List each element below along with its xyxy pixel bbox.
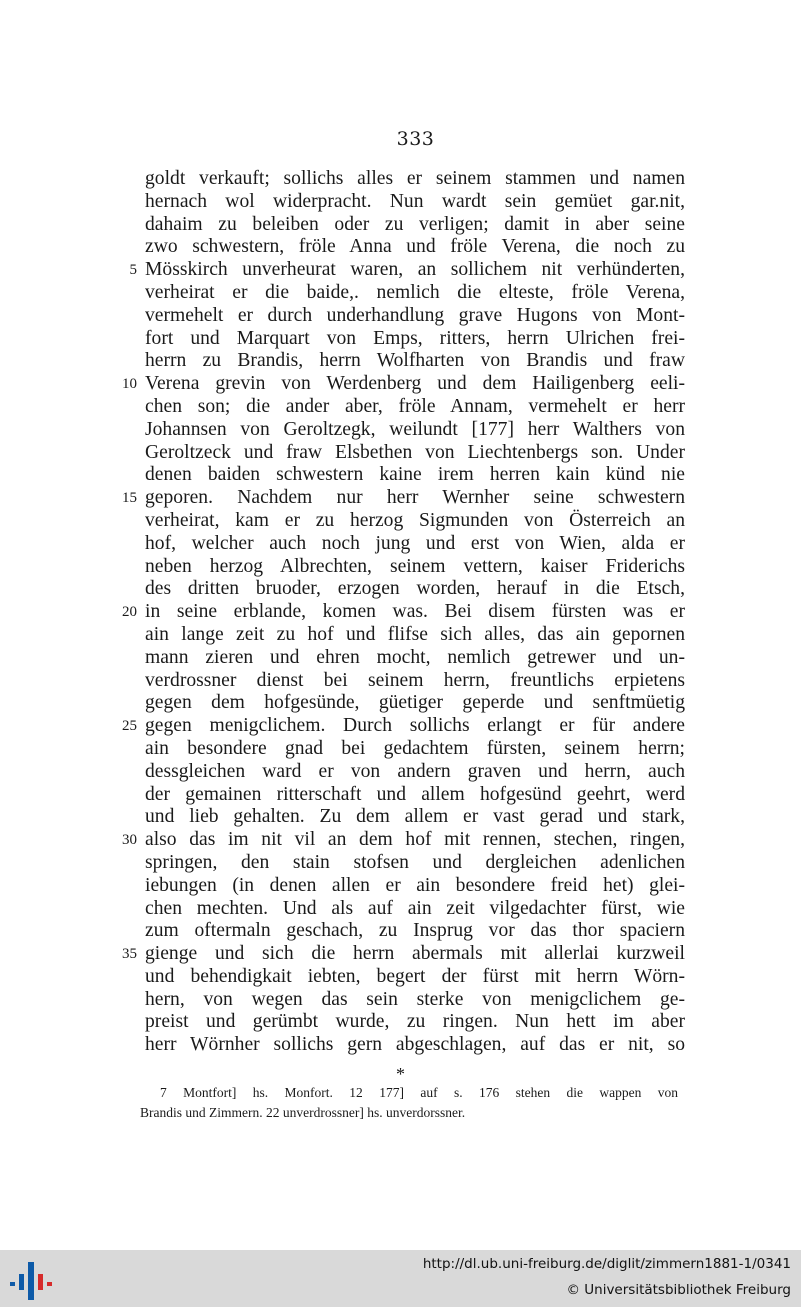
line-number: 25 [122,718,137,735]
text-line [0,236,801,259]
line-text: springen, den stain stofsen und dergleichen adenlichen [145,851,685,873]
text-line [0,784,801,807]
footnote-line: Brandis und Zimmern. 22 unverdrossner] hs. unverdorssner. [140,1105,466,1120]
line-number: 35 [122,946,137,963]
text-line [0,487,801,510]
line-text: hof, welcher auch noch jung und erst von Wien, alda er [145,532,685,554]
line-text: dahaim zu beleiben oder zu verligen; damit in aber seine [145,213,685,235]
line-text: verheirat er die baide,. nemlich die elteste, fröle Verena, [145,281,685,303]
line-text: zum oftermaln geschach, zu Insprug vor das thor spaciern [145,920,685,942]
line-text: chen mechten. Und als auf ain zeit vilgedachter fürst, wie [145,897,685,919]
text-line [0,373,801,396]
text-line [0,282,801,305]
line-text: und lieb gehalten. Zu dem allem er vast gerad und stark, [145,806,685,828]
line-number: 30 [122,832,137,849]
line-text: hernach wol widerpracht. Nun wardt sein gemüet gar.nit, [145,190,685,212]
text-line [0,510,801,533]
page-number: 333 [396,128,435,150]
footnote-line: 7 Montfort] hs. Monfort. 12 177] auf s. 176 stehen die wappen von [160,1085,678,1100]
main-text [0,168,801,1057]
line-text: Mösskirch unverheurat waren, an sollichem nit verhünderten, [145,259,685,281]
text-line [0,989,801,1012]
line-text: Johannsen von Geroltzegk, weilundt [177] herr Walthers von [145,418,685,440]
signature-mark: * [396,1064,405,1084]
text-line [0,556,801,579]
line-text: dessgleichen ward er von andern graven und herrn, auch [145,760,685,782]
text-line [0,920,801,943]
line-text: gegen dem hofgesünde, güetiger geperde und senftmüetig [145,692,685,714]
text-line [0,396,801,419]
line-text: verheirat, kam er zu herzog Sigmunden von Österreich an [145,509,685,531]
text-line [0,350,801,373]
line-text: verdrossner dienst bei seinem herrn, freuntlichs erpietens [145,669,685,691]
line-number: 10 [122,376,137,393]
line-text: mann zieren und ehren mocht, nemlich getrewer und un- [145,646,685,668]
text-line [0,852,801,875]
text-line [0,191,801,214]
line-text: vermehelt er durch underhandlung grave Hugons von Mont- [145,304,685,326]
text-line [0,1011,801,1034]
line-number: 20 [122,604,137,621]
line-text: Geroltzeck und fraw Elsbethen von Liechtenbergs son. Under [145,441,685,463]
line-text: der gemainen ritterschaft und allem hofgesünd geehrt, werd [145,783,685,805]
text-line [0,647,801,670]
line-text: preist und gerümbt wurde, zu ringen. Nun hett im aber [145,1011,685,1033]
text-line [0,966,801,989]
line-text: geporen. Nachdem nur herr Wernher seine schwestern [145,487,685,509]
line-text: chen son; die ander aber, fröle Annam, vermehelt er herr [145,395,685,417]
line-text: neben herzog Albrechten, seinem vettern, kaiser Friderichs [145,555,685,577]
text-line [0,761,801,784]
line-text: herrn zu Brandis, herrn Wolfharten von Brandis und fraw [145,350,685,372]
text-line [0,305,801,328]
line-text: zwo schwestern, fröle Anna und fröle Verena, die noch zu [145,236,685,258]
line-text: hern, von wegen das sein sterke von menigclichem ge- [145,988,685,1010]
text-line [0,898,801,921]
line-number: 5 [129,262,137,279]
library-logo-icon[interactable] [10,1260,52,1300]
copyright-notice: © Universitätsbibliothek Freiburg [566,1282,791,1298]
text-line [0,738,801,761]
text-line [0,829,801,852]
text-line [0,875,801,898]
footer-bar [0,1250,801,1307]
line-text: goldt verkauft; sollichs alles er seinem stammen und namen [145,168,685,189]
text-line [0,1034,801,1057]
line-text: fort und Marquart von Emps, ritters, herrn Ulrichen frei- [145,327,685,349]
text-line [0,464,801,487]
text-line [0,259,801,282]
text-line [0,601,801,624]
line-text: herr Wörnher sollichs gern abgeschlagen, auf das er nit, so [145,1034,685,1056]
text-line [0,328,801,351]
line-number: 15 [122,490,137,507]
text-line [0,442,801,465]
text-line [0,670,801,693]
line-text: denen baiden schwestern kaine irem herren kain künd nie [145,464,685,486]
text-line [0,624,801,647]
line-text: des dritten bruoder, erzogen worden, herauf in die Etsch, [145,578,685,600]
line-text: und behendigkait iebten, begert der fürst mit herrn Wörn- [145,965,685,987]
line-text: ain besondere gnad bei gedachtem fürsten, seinem herrn; [145,737,685,759]
line-text: iebungen (in denen allen er ain besondere freid het) glei- [145,874,685,896]
line-text: in seine erblande, komen was. Bei disem fürsten was er [145,601,685,623]
permalink-url[interactable]: http://dl.ub.uni-freiburg.de/diglit/zimmern1881-1/0341 [422,1256,791,1272]
text-line [0,533,801,556]
line-text: Verena grevin von Werdenberg und dem Hailigenberg eeli- [145,373,685,395]
line-text: also das im nit vil an dem hof mit rennen, stechen, ringen, [145,829,685,851]
text-line [0,168,801,191]
text-line [0,419,801,442]
text-line [0,692,801,715]
text-line [0,214,801,237]
line-text: ain lange zeit zu hof und flifse sich alles, das ain gepornen [145,623,685,645]
line-text: gegen menigclichem. Durch sollichs erlangt er für andere [145,715,685,737]
line-text: gienge und sich die herrn abermals mit allerlai kurzweil [145,943,685,965]
text-line [0,943,801,966]
text-line [0,715,801,738]
text-line [0,806,801,829]
text-line [0,578,801,601]
